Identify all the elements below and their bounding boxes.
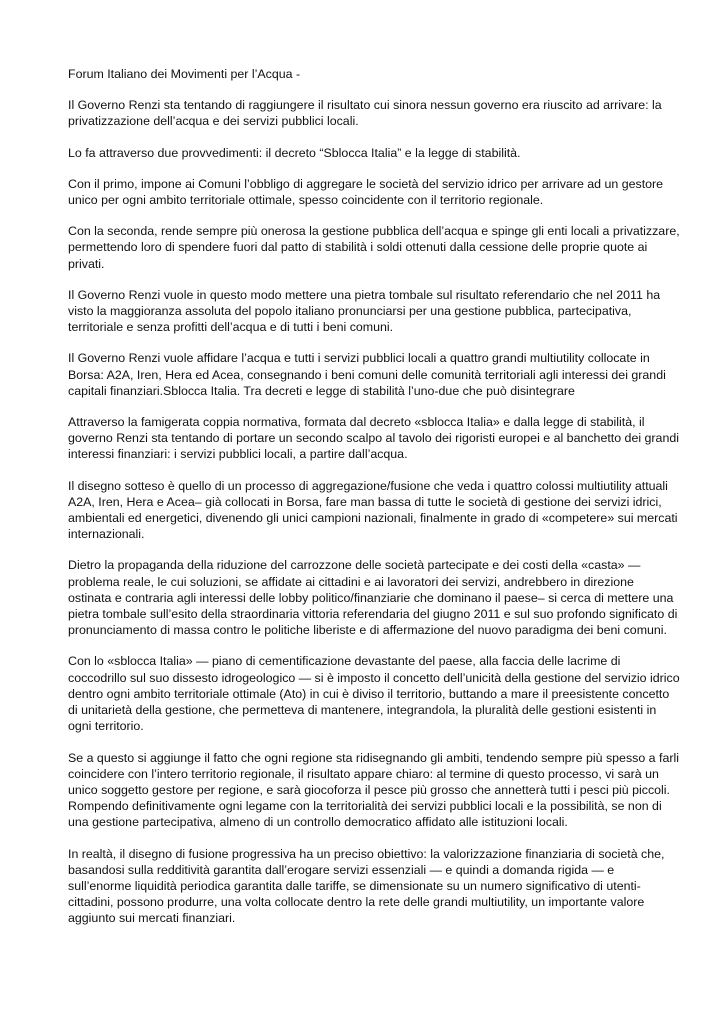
paragraph: Con la seconda, rende sempre più onerosa la gestione pubblica dell’acqua e spinge gli enti locali a privatizzare, permettendo loro di spendere fuori dal patto di stabilità i soldi ottenuti dalla cessione delle proprie quote ai privati. [68, 224, 680, 271]
paragraph: Con lo «sblocca Italia» — piano di cementificazione devastante del paese, alla faccia delle lacrime di coccodrillo sul suo dissesto idrogeologico — si è imposto il concetto dell’unicità della gestione del servizio idrico dentro ogni ambito territoriale ottimale (Ato) in cui è diviso il territorio, buttando a mare il preesistente concetto di unitarietà della gestione, che permetteva di mantenere, integrandola, la pluralità delle gestioni esistenti in ogni territorio. [68, 654, 680, 734]
paragraph: Se a questo si aggiunge il fatto che ogni regione sta ridisegnando gli ambiti, tendendo sempre più spesso a farli coincidere con l’intero territorio regionale, il risultato appare chiaro: al termine di questo processo, vi sarà un unico soggetto gestore per regione, e sarà giocoforza il pesce più grosso che annetterà tutti i pesci più piccoli. Rompendo definitivamente ogni legame con la territorialità dei servizi pubblici locali e la possibilità, se non di una gestione partecipativa, almeno di un controllo democratico affidato alle istituzioni locali. [68, 750, 679, 830]
paragraph: Attraverso la famigerata coppia normativa, formata dal decreto «sblocca Italia» e dalla legge di stabilità, il governo Renzi sta tentando di portare un secondo scalpo al tavolo dei rigoristi europei e al banchetto dei grandi interessi finanziari: i servizi pubblici locali, a partire dall’acqua. [68, 415, 679, 462]
paragraph: Il disegno sotteso è quello di un processo di aggregazione/fusione che veda i quattro colossi multiutility attuali A2A, Iren, Hera e Acea– già collocati in Borsa, fare man bassa di tutte le società di gestione dei servizi idrici, ambientali ed energetici, divenendo gli unici campioni nazionali, finalmente in grado di «competere» sui mercati internazionali. [68, 478, 678, 542]
paragraph: Il Governo Renzi vuole affidare l’acqua e tutti i servizi pubblici locali a quattro grandi multiutility collocate in Borsa: A2A, Iren, Hera ed Acea, consegnando i beni comuni delle comunità territoriali agli interessi dei grandi capitali finanziari.Sblocca Italia. Tra decreti e legge di stabilità l’uno-due che può disintegrare [68, 351, 666, 398]
paragraph: Con il primo, impone ai Comuni l’obbligo di aggregare le società del servizio idrico per arrivare ad un gestore unico per ogni ambito territoriale ottimale, spesso coincidente con il territorio regionale. [68, 176, 664, 208]
paragraph: In realtà, il disegno di fusione progressiva ha un preciso obiettivo: la valorizzazione finanziaria di società che, basandosi sulla redditività garantita dall’erogare servizi essenziali — e quindi a domanda rigida — e sull’enorme liquidità periodica garantita dalle tariffe, se dimensionate su un numero significativo di utenti-cittadini, possono produrre, una volta collocate dentro la rete delle grandi multiutility, un importante valore aggiunto sui mercati finanziari. [68, 846, 665, 926]
paragraph: Lo fa attraverso due provvedimenti: il decreto “Sblocca Italia” e la legge di stabilità. [68, 145, 521, 160]
paragraph: Dietro la propaganda della riduzione del carrozzone delle società partecipate e dei costi della «casta» — problema reale, le cui soluzioni, se affidate ai cittadini e ai lavoratori dei servizi, andrebbero in direzione ostinata e contraria agli interessi delle lobby politico/finanziarie che dominano il paese– si cerca di mettere una pietra tombale sull’esito della straordinaria vittoria referendaria del giugno 2011 e sul suo profondo significato di pronunciamento di massa contro le politiche liberiste e di affermazione del nuovo paradigma dei beni comuni. [68, 558, 678, 638]
paragraph: Il Governo Renzi sta tentando di raggiungere il risultato cui sinora nessun governo era riuscito ad arrivare: la privatizzazione dell’acqua e dei servizi pubblici locali. [68, 98, 662, 129]
paragraph: Il Governo Renzi vuole in questo modo mettere una pietra tombale sul risultato referendario che nel 2011 ha visto la maggioranza assoluta del popolo italiano pronunciarsi per una gestione pubblica, partecipativa, territoriale e senza profitti dell’acqua e di tutti i beni comuni. [68, 287, 661, 335]
document-heading: Forum Italiano dei Movimenti per l’Acqua - [68, 67, 301, 81]
document-page [68, 66, 680, 942]
